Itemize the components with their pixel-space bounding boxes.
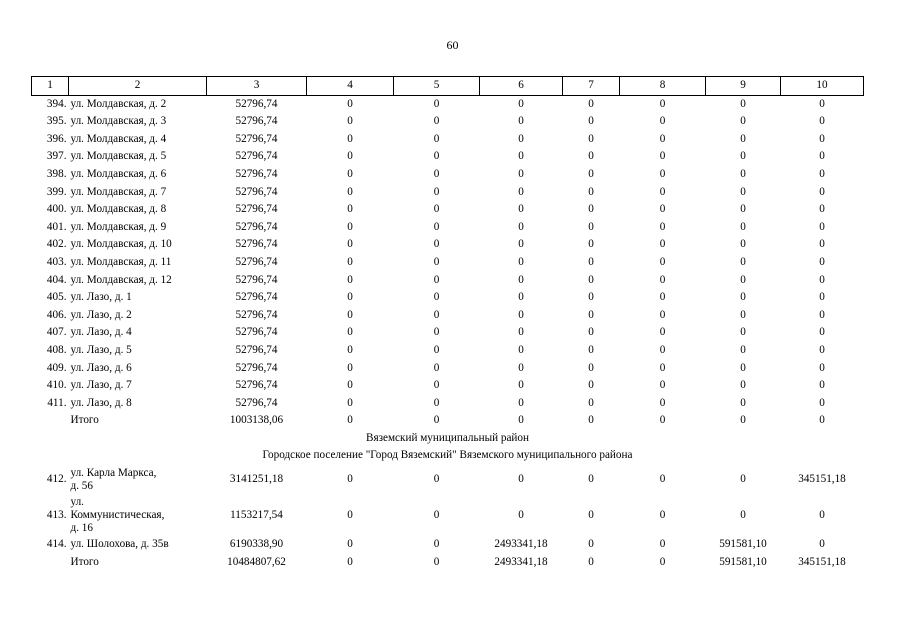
value-cell: 0 <box>588 115 594 128</box>
value-cell: 0 <box>819 396 825 409</box>
row-number: 405. <box>46 291 67 304</box>
value-cell: 0 <box>740 115 746 128</box>
value-cell: 0 <box>518 255 524 268</box>
value-cell: 2493341,18 <box>494 538 548 551</box>
row-number: 410. <box>46 379 67 392</box>
value-cell: 0 <box>433 326 440 339</box>
address-cell: ул. Молдавская, д. 6 <box>70 167 167 180</box>
table-row <box>32 307 864 325</box>
value-cell: 0 <box>819 414 825 427</box>
value-cell: 0 <box>819 255 825 268</box>
table-row <box>32 166 864 184</box>
value-cell: 0 <box>588 379 594 392</box>
value-cell: 0 <box>740 238 746 251</box>
value-cell: 0 <box>819 203 825 216</box>
value-cell: 0 <box>659 379 666 392</box>
value-cell: 0 <box>659 396 666 409</box>
header-cell: 3 <box>207 77 307 96</box>
value-cell: 0 <box>819 220 825 233</box>
address-cell: ул. Молдавская, д. 2 <box>70 97 167 110</box>
value-cell: 52796,74 <box>235 220 278 233</box>
value-cell: 0 <box>659 326 666 339</box>
row-number: 396. <box>46 132 67 145</box>
value-cell: 0 <box>740 97 746 110</box>
address-cell: ул. Молдавская, д. 7 <box>70 185 167 198</box>
value-cell: 0 <box>740 414 746 427</box>
value-cell: 0 <box>588 273 594 286</box>
value-cell: 52796,74 <box>235 255 278 268</box>
table-row <box>32 324 864 342</box>
value-cell: 0 <box>819 132 825 145</box>
value-cell: 0 <box>659 508 666 521</box>
address-cell: ул. Молдавская, д. 5 <box>70 150 167 163</box>
value-cell: 0 <box>819 291 825 304</box>
value-cell: 0 <box>588 326 594 339</box>
row-number: 395. <box>46 115 67 128</box>
value-cell: 0 <box>518 379 524 392</box>
value-cell: 0 <box>588 97 594 110</box>
value-cell: 0 <box>659 132 666 145</box>
total-row <box>32 554 864 572</box>
value-cell: 0 <box>588 291 594 304</box>
address-cell: ул. Молдавская, д. 4 <box>70 132 167 145</box>
value-cell: 0 <box>518 167 524 180</box>
row-number <box>32 412 69 430</box>
value-cell: 0 <box>518 508 524 521</box>
row-number: 408. <box>46 343 67 356</box>
value-cell: 0 <box>819 273 825 286</box>
value-cell: 0 <box>433 538 440 551</box>
value-cell: 0 <box>659 414 666 427</box>
value-cell: 52796,74 <box>235 291 278 304</box>
value-cell: 0 <box>819 326 825 339</box>
table-row <box>32 236 864 254</box>
value-cell: 0 <box>819 238 825 251</box>
value-cell: 0 <box>433 97 440 110</box>
value-cell: 0 <box>819 308 825 321</box>
row-number: 414. <box>46 538 67 551</box>
value-cell: 0 <box>740 185 746 198</box>
value-cell: 0 <box>819 538 825 551</box>
header-cell: 7 <box>563 77 620 96</box>
value-cell: 591581,10 <box>719 555 767 568</box>
value-cell: 0 <box>740 308 746 321</box>
header-cell: 9 <box>706 77 781 96</box>
value-cell: 0 <box>347 396 353 409</box>
value-cell: 0 <box>347 379 353 392</box>
value-cell: 0 <box>659 115 666 128</box>
row-number: 394. <box>46 97 67 110</box>
value-cell: 0 <box>819 115 825 128</box>
value-cell: 52796,74 <box>235 343 278 356</box>
address-cell: Итого <box>70 414 99 427</box>
value-cell: 52796,74 <box>235 185 278 198</box>
value-cell: 0 <box>518 343 524 356</box>
value-cell: 345151,18 <box>798 473 846 486</box>
value-cell: 0 <box>347 97 353 110</box>
value-cell: 0 <box>659 361 666 374</box>
row-number: 412. <box>46 473 67 486</box>
value-cell: 0 <box>588 508 594 521</box>
value-cell: 0 <box>588 361 594 374</box>
value-cell: 0 <box>433 115 440 128</box>
value-cell: 0 <box>518 414 524 427</box>
value-cell: 0 <box>740 508 746 521</box>
value-cell: 0 <box>347 220 353 233</box>
value-cell: 0 <box>740 343 746 356</box>
value-cell: 0 <box>518 150 524 163</box>
table-row <box>32 201 864 219</box>
value-cell: 0 <box>659 238 666 251</box>
row-number <box>32 554 69 572</box>
value-cell: 0 <box>659 220 666 233</box>
value-cell: 0 <box>819 343 825 356</box>
value-cell: 0 <box>819 361 825 374</box>
value-cell: 0 <box>433 132 440 145</box>
settlement-title: Городское поселение "Город Вяземский" Вяземского муниципального района <box>262 449 633 462</box>
value-cell: 0 <box>740 203 746 216</box>
address-line: ул. <box>70 496 84 509</box>
table-row <box>32 184 864 202</box>
address-cell: ул. Молдавская, д. 3 <box>70 115 167 128</box>
address-cell: ул. Лазо, д. 8 <box>70 396 132 409</box>
value-cell: 0 <box>518 361 524 374</box>
value-cell: 0 <box>433 150 440 163</box>
value-cell: 0 <box>347 538 353 551</box>
value-cell: 0 <box>347 185 353 198</box>
value-cell: 0 <box>433 291 440 304</box>
value-cell: 0 <box>659 538 666 551</box>
value-cell: 0 <box>433 361 440 374</box>
address-line: ул. Карла Маркса, <box>70 467 157 480</box>
table-row <box>32 272 864 290</box>
value-cell: 0 <box>433 220 440 233</box>
value-cell: 0 <box>588 343 594 356</box>
row-number: 397. <box>46 150 67 163</box>
value-cell: 0 <box>433 308 440 321</box>
value-cell: 52796,74 <box>235 273 278 286</box>
table-row <box>32 360 864 378</box>
value-cell: 0 <box>588 555 594 568</box>
value-cell: 0 <box>740 273 746 286</box>
value-cell: 0 <box>740 220 746 233</box>
value-cell: 0 <box>347 273 353 286</box>
row-number: 409. <box>46 361 67 374</box>
value-cell: 0 <box>347 167 353 180</box>
data-table <box>31 76 864 571</box>
value-cell: 0 <box>518 473 524 486</box>
header-cell: 1 <box>32 77 69 96</box>
value-cell: 0 <box>347 343 353 356</box>
value-cell: 0 <box>347 508 353 521</box>
address-line: ул. Шолохова, д. 35в <box>70 538 169 551</box>
value-cell: 345151,18 <box>798 555 846 568</box>
address-cell <box>69 494 207 536</box>
row-number: 398. <box>46 167 67 180</box>
table-row <box>32 494 864 536</box>
value-cell: 591581,10 <box>719 538 767 551</box>
address-cell: ул. Молдавская, д. 11 <box>70 255 172 268</box>
row-number: 411. <box>47 396 67 409</box>
value-cell: 0 <box>518 97 524 110</box>
value-cell: 52796,74 <box>235 150 278 163</box>
value-cell: 0 <box>819 185 825 198</box>
value-cell: 0 <box>659 255 666 268</box>
value-cell: 0 <box>433 414 440 427</box>
value-cell: 0 <box>433 167 440 180</box>
address-cell: ул. Лазо, д. 5 <box>70 343 132 356</box>
value-cell: 52796,74 <box>235 308 278 321</box>
table-row <box>32 113 864 131</box>
value-cell: 2493341,18 <box>494 555 548 568</box>
value-cell: 0 <box>588 308 594 321</box>
row-number: 404. <box>46 273 67 286</box>
value-cell: 0 <box>347 291 353 304</box>
header-cell: 6 <box>480 77 563 96</box>
address-cell: ул. Лазо, д. 7 <box>70 379 132 392</box>
district-row <box>32 430 864 448</box>
value-cell: 0 <box>659 150 666 163</box>
value-cell: 0 <box>518 308 524 321</box>
address-line: Коммунистическая, <box>70 509 165 522</box>
table-row <box>32 219 864 237</box>
value-cell: 52796,74 <box>235 203 278 216</box>
value-cell: 52796,74 <box>235 115 278 128</box>
table-row <box>32 254 864 272</box>
table-row <box>32 131 864 149</box>
value-cell: 0 <box>347 132 353 145</box>
value-cell: 0 <box>588 150 594 163</box>
value-cell: 0 <box>518 185 524 198</box>
value-cell: 0 <box>433 238 440 251</box>
row-number: 401. <box>46 220 67 233</box>
value-cell: 52796,74 <box>235 379 278 392</box>
value-cell: 0 <box>819 379 825 392</box>
address-line: д. 56 <box>70 480 93 493</box>
value-cell: 0 <box>433 473 440 486</box>
district-title: Вяземский муниципальный район <box>365 431 530 444</box>
value-cell: 0 <box>659 473 666 486</box>
value-cell: 0 <box>433 379 440 392</box>
value-cell: 0 <box>740 132 746 145</box>
value-cell: 0 <box>588 473 594 486</box>
value-cell: 52796,74 <box>235 167 278 180</box>
value-cell: 0 <box>659 203 666 216</box>
table-row <box>32 536 864 554</box>
value-cell: 0 <box>588 185 594 198</box>
address-cell: ул. Лазо, д. 4 <box>70 326 132 339</box>
value-cell: 0 <box>588 220 594 233</box>
value-cell: 0 <box>588 132 594 145</box>
value-cell: 0 <box>433 255 440 268</box>
value-cell: 0 <box>588 167 594 180</box>
value-cell: 52796,74 <box>235 326 278 339</box>
value-cell: 0 <box>740 255 746 268</box>
total-row <box>32 412 864 430</box>
address-cell <box>69 465 207 494</box>
value-cell: 1153217,54 <box>230 508 283 521</box>
value-cell: 0 <box>433 508 440 521</box>
value-cell: 0 <box>740 396 746 409</box>
value-cell: 0 <box>588 255 594 268</box>
address-cell: ул. Молдавская, д. 10 <box>70 238 172 251</box>
value-cell: 0 <box>347 115 353 128</box>
value-cell: 0 <box>740 291 746 304</box>
value-cell: 52796,74 <box>235 361 278 374</box>
value-cell: 0 <box>518 115 524 128</box>
value-cell: 0 <box>588 396 594 409</box>
header-cell: 10 <box>781 77 864 96</box>
value-cell: 0 <box>518 396 524 409</box>
value-cell: 0 <box>588 538 594 551</box>
value-cell: 0 <box>819 150 825 163</box>
value-cell: 0 <box>659 308 666 321</box>
value-cell: 0 <box>740 379 746 392</box>
value-cell: 0 <box>433 343 440 356</box>
value-cell: 0 <box>518 273 524 286</box>
value-cell: 52796,74 <box>235 132 278 145</box>
value-cell: 0 <box>347 203 353 216</box>
value-cell: 0 <box>433 185 440 198</box>
value-cell: 0 <box>347 473 353 486</box>
row-number: 413. <box>46 508 67 521</box>
address-cell: ул. Молдавская, д. 8 <box>70 203 167 216</box>
table-row <box>32 465 864 494</box>
value-cell: 0 <box>659 291 666 304</box>
address-cell: ул. Молдавская, д. 9 <box>70 220 167 233</box>
header-row <box>32 77 864 96</box>
table-row <box>32 342 864 360</box>
value-cell: 0 <box>659 273 666 286</box>
row-number: 407. <box>46 326 67 339</box>
value-cell: 52796,74 <box>235 238 278 251</box>
value-cell: 0 <box>518 326 524 339</box>
value-cell: 0 <box>518 238 524 251</box>
value-cell: 0 <box>347 255 353 268</box>
table-row <box>32 377 864 395</box>
value-cell: 0 <box>433 273 440 286</box>
value-cell: 0 <box>588 414 594 427</box>
value-cell: 0 <box>518 291 524 304</box>
value-cell: 0 <box>347 326 353 339</box>
table-row <box>32 148 864 166</box>
header-cell: 5 <box>394 77 480 96</box>
row-number: 403. <box>46 255 67 268</box>
address-cell: ул. Молдавская, д. 12 <box>70 273 172 286</box>
value-cell: 0 <box>819 97 825 110</box>
value-cell: 6190338,90 <box>229 538 284 551</box>
value-cell: 52796,74 <box>235 97 278 110</box>
row-number: 400. <box>46 203 67 216</box>
address-line: Итого <box>70 555 99 568</box>
header-cell: 2 <box>69 77 207 96</box>
header-cell: 8 <box>620 77 706 96</box>
value-cell: 0 <box>433 203 440 216</box>
value-cell: 0 <box>659 167 666 180</box>
address-cell: ул. Лазо, д. 6 <box>70 361 132 374</box>
table-row <box>32 95 864 113</box>
value-cell: 0 <box>740 167 746 180</box>
value-cell: 0 <box>433 555 440 568</box>
value-cell: 0 <box>347 414 353 427</box>
address-line: д. 16 <box>70 522 93 535</box>
value-cell: 0 <box>740 326 746 339</box>
value-cell: 0 <box>518 220 524 233</box>
value-cell: 0 <box>347 361 353 374</box>
value-cell: 52796,74 <box>235 396 278 409</box>
value-cell: 0 <box>588 203 594 216</box>
value-cell: 0 <box>819 167 825 180</box>
value-cell: 0 <box>518 132 524 145</box>
value-cell: 0 <box>347 150 353 163</box>
address-cell <box>69 554 207 572</box>
table-row <box>32 289 864 307</box>
value-cell: 0 <box>433 396 440 409</box>
page-number: 60 <box>446 38 459 52</box>
value-cell: 0 <box>659 185 666 198</box>
value-cell: 0 <box>819 508 825 521</box>
address-cell: ул. Лазо, д. 2 <box>70 308 132 321</box>
address-cell <box>69 536 207 554</box>
address-cell: ул. Лазо, д. 1 <box>70 291 132 304</box>
value-cell: 0 <box>740 361 746 374</box>
value-cell: 0 <box>347 555 353 568</box>
table-row <box>32 395 864 413</box>
value-cell: 0 <box>740 473 746 486</box>
value-cell: 0 <box>659 555 666 568</box>
value-cell: 1003138,06 <box>229 414 284 427</box>
row-number: 406. <box>46 308 67 321</box>
value-cell: 10484807,62 <box>227 555 286 568</box>
value-cell: 0 <box>588 238 594 251</box>
value-cell: 0 <box>659 343 666 356</box>
settlement-row <box>32 447 864 465</box>
header-cell: 4 <box>307 77 394 96</box>
row-number: 399. <box>46 185 67 198</box>
value-cell: 0 <box>347 308 353 321</box>
value-cell: 3141251,18 <box>229 473 284 486</box>
value-cell: 0 <box>740 150 746 163</box>
value-cell: 0 <box>659 97 666 110</box>
row-number: 402. <box>46 238 67 251</box>
value-cell: 0 <box>347 238 353 251</box>
value-cell: 0 <box>518 203 524 216</box>
